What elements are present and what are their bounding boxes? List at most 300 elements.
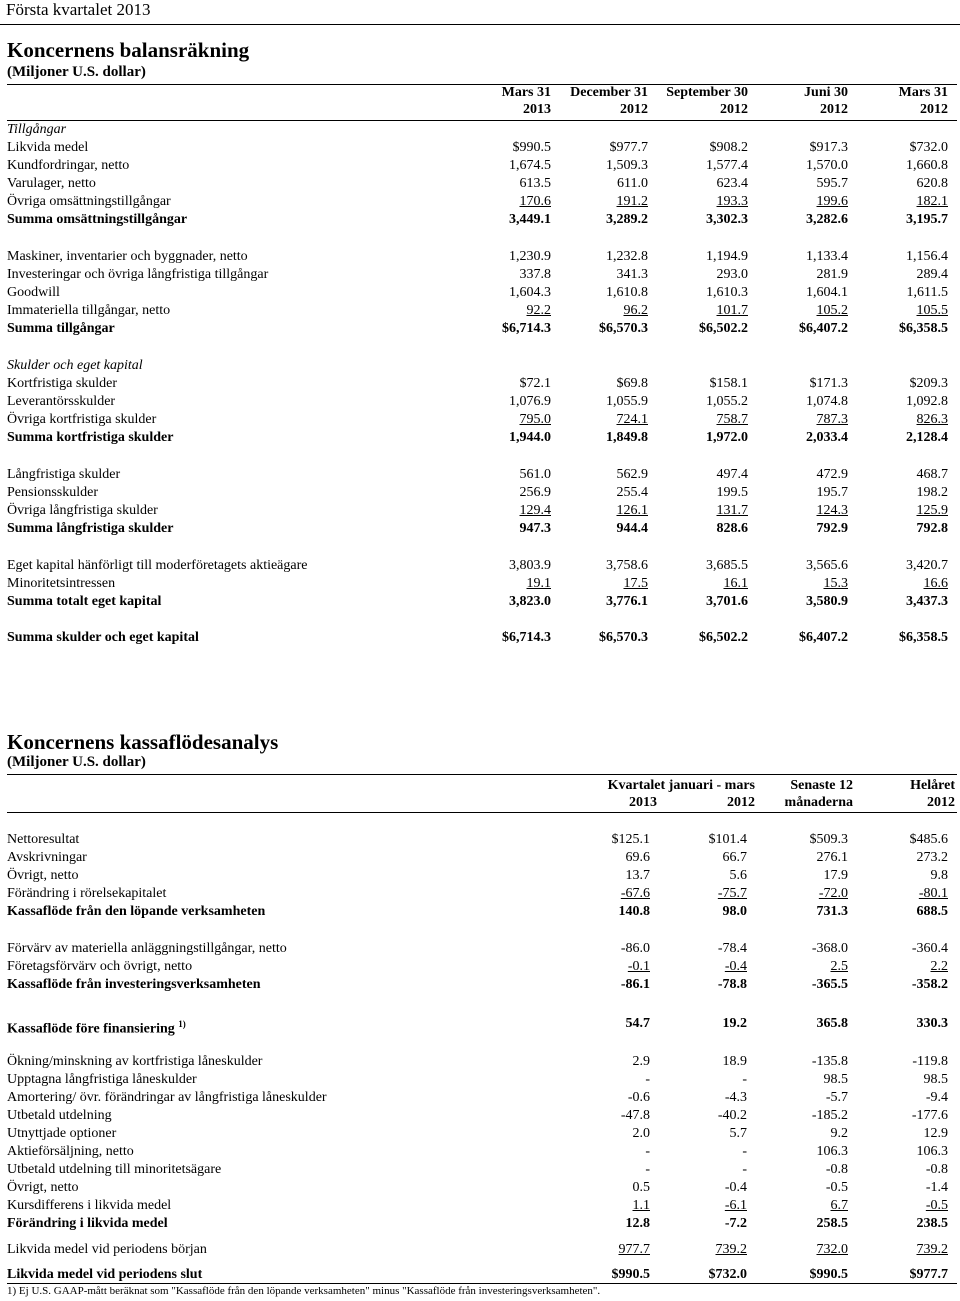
balance-row-label: Övriga omsättningstillgångar	[7, 194, 171, 209]
balance-cell: 3,437.3	[906, 594, 948, 609]
balance-cell: 131.7	[716, 503, 748, 518]
balance-cell: $158.1	[709, 376, 748, 391]
cashflow-cell: 66.7	[722, 850, 747, 865]
balance-row-label: Investeringar och övriga långfristiga tillgångar	[7, 267, 269, 282]
cashflow-row-label: Likvida medel vid periodens början	[7, 1242, 207, 1257]
balance-cell: 92.2	[526, 303, 551, 318]
balance-row	[7, 429, 957, 447]
cashflow-row-label: Aktieförsäljning, netto	[7, 1144, 134, 1159]
cashflow-row	[7, 1266, 957, 1284]
balance-column-header	[666, 84, 748, 118]
cashflow-row-label: Upptagna långfristiga låneskulder	[7, 1072, 197, 1087]
balance-title: Koncernens balansräkning	[7, 38, 250, 62]
cashflow-cell: -9.4	[925, 1090, 948, 1105]
balance-cell: 944.4	[616, 521, 648, 536]
balance-cell: 792.8	[916, 521, 948, 536]
balance-cell: 256.9	[519, 485, 551, 500]
cashflow-cell: 106.3	[916, 1144, 948, 1159]
cashflow-column-year: 2013	[629, 795, 657, 810]
column-year: 2013	[523, 102, 551, 117]
page-header: Första kvartalet 2013	[6, 0, 151, 19]
balance-cell: 1,604.3	[509, 285, 551, 300]
cashflow-cell: -40.2	[717, 1108, 747, 1123]
cashflow-cell: 13.7	[625, 868, 650, 883]
balance-row-label: Övriga långfristiga skulder	[7, 503, 158, 518]
column-month: Juni 30	[804, 85, 848, 100]
balance-row-label: Likvida medel	[7, 140, 89, 155]
balance-row	[7, 557, 957, 575]
cashflow-row	[7, 1053, 957, 1071]
balance-cell: 96.2	[623, 303, 648, 318]
cashflow-cell: -78.8	[717, 977, 747, 992]
balance-cell: 2,033.4	[806, 430, 848, 445]
balance-cell: 1,074.8	[806, 394, 848, 409]
column-month: December 31	[570, 85, 648, 100]
cashflow-cell: 6.7	[830, 1198, 848, 1213]
cashflow-cell: 732.0	[816, 1242, 848, 1257]
cashflow-subtitle: (Miljoner U.S. dollar)	[7, 754, 146, 770]
cashflow-cell: 9.2	[830, 1126, 848, 1141]
cashflow-cell: -7.2	[724, 1216, 747, 1231]
balance-cell: 199.5	[716, 485, 748, 500]
cashflow-cell: 0.5	[632, 1180, 650, 1195]
cashflow-cell: 5.6	[729, 868, 747, 883]
balance-cell: 1,194.9	[706, 249, 748, 264]
balance-cell: 468.7	[916, 467, 948, 482]
cashflow-cell: $990.5	[611, 1267, 650, 1282]
cashflow-cell: -0.5	[825, 1180, 848, 1195]
cashflow-cell: -135.8	[811, 1054, 848, 1069]
balance-cell: $6,407.2	[799, 630, 848, 645]
cashflow-row	[7, 1179, 957, 1197]
cashflow-cell: 54.7	[625, 1016, 650, 1031]
balance-cell: $6,502.2	[699, 321, 748, 336]
balance-row	[7, 266, 957, 284]
balance-cell: $732.0	[909, 140, 948, 155]
balance-cell: $917.3	[809, 140, 848, 155]
balance-cell: 828.6	[716, 521, 748, 536]
balance-row	[7, 502, 957, 520]
balance-cell: 105.2	[816, 303, 848, 318]
balance-cell: 16.1	[723, 576, 748, 591]
balance-cell: 1,509.3	[606, 158, 648, 173]
cashflow-cell: -4.3	[724, 1090, 747, 1105]
cashflow-cell: $509.3	[809, 832, 848, 847]
cashflow-cell: -358.2	[911, 977, 948, 992]
balance-cell: $171.3	[809, 376, 848, 391]
balance-cell: 15.3	[823, 576, 848, 591]
column-year: 2012	[920, 102, 948, 117]
balance-cell: 1,604.1	[806, 285, 848, 300]
header-divider	[0, 24, 960, 25]
balance-cell: 561.0	[519, 467, 551, 482]
cashflow-row	[7, 903, 957, 921]
balance-cell: 170.6	[519, 194, 551, 209]
cashflow-cell: -	[645, 1072, 650, 1087]
balance-row	[7, 139, 957, 157]
cashflow-row-label: Utnyttjade optioner	[7, 1126, 117, 1141]
balance-row-label: Övriga kortfristiga skulder	[7, 412, 157, 427]
cashflow-cell: -86.0	[620, 941, 650, 956]
cashflow-row	[7, 1071, 957, 1089]
balance-cell: 472.9	[816, 467, 848, 482]
balance-cell: 1,055.9	[606, 394, 648, 409]
cashflow-cell: 19.2	[722, 1016, 747, 1031]
cashflow-cell: 2.5	[830, 959, 848, 974]
balance-row	[7, 484, 957, 502]
cashflow-row-label: Övrigt, netto	[7, 1180, 79, 1195]
cashflow-cell: -80.1	[918, 886, 948, 901]
cashflow-cell: 9.8	[930, 868, 948, 883]
balance-cell: 3,289.2	[606, 212, 648, 227]
balance-row-label: Summa långfristiga skulder	[7, 521, 174, 536]
balance-row	[7, 466, 957, 484]
cashflow-cell: -119.8	[912, 1054, 948, 1069]
cashflow-cell: 18.9	[722, 1054, 747, 1069]
balance-row	[7, 375, 957, 393]
balance-row	[7, 411, 957, 429]
cashflow-cell: 98.5	[823, 1072, 848, 1087]
cashflow-cell: $977.7	[909, 1267, 948, 1282]
balance-cell: 193.3	[716, 194, 748, 209]
balance-cell: 289.4	[916, 267, 948, 282]
balance-cell: 497.4	[716, 467, 748, 482]
balance-row-label: Kortfristiga skulder	[7, 376, 118, 391]
cashflow-row-label: Förändring i rörelsekapitalet	[7, 886, 167, 901]
balance-cell: 255.4	[616, 485, 648, 500]
balance-cell: $6,714.3	[502, 321, 551, 336]
cashflow-cell: 17.9	[823, 868, 848, 883]
balance-row	[7, 593, 957, 611]
balance-cell: $6,570.3	[599, 630, 648, 645]
balance-row-label: Kundfordringar, netto	[7, 158, 130, 173]
cashflow-cell: -86.1	[620, 977, 650, 992]
cashflow-row-label: Kassaflöde från den löpande verksamheten	[7, 904, 266, 919]
cashflow-group-header: Kvartalet januari - mars	[607, 778, 755, 793]
cashflow-cell: 140.8	[618, 904, 650, 919]
cashflow-row-label: Ökning/minskning av kortfristiga låneskulder	[7, 1054, 263, 1069]
cashflow-cell: -78.4	[717, 941, 747, 956]
column-year: 2012	[720, 102, 748, 117]
balance-cell: $72.1	[519, 376, 551, 391]
cashflow-cell: 12.9	[923, 1126, 948, 1141]
balance-cell: 3,823.0	[509, 594, 551, 609]
cashflow-row-label: Företagsförvärv och övrigt, netto	[7, 959, 193, 974]
balance-cell: 787.3	[816, 412, 848, 427]
cashflow-row-label: Förändring i likvida medel	[7, 1216, 168, 1231]
cashflow-cell: 330.3	[916, 1016, 948, 1031]
cashflow-row-label: Utbetald utdelning	[7, 1108, 112, 1123]
balance-row	[7, 157, 957, 175]
cashflow-last12-header: Senaste 12	[790, 778, 853, 793]
balance-column-header	[804, 84, 848, 118]
balance-cell: $977.7	[609, 140, 648, 155]
cashflow-column-year: 2012	[727, 795, 755, 810]
cashflow-cell: 238.5	[916, 1216, 948, 1231]
balance-cell: 758.7	[716, 412, 748, 427]
balance-column-header	[502, 84, 551, 118]
cashflow-cell: $101.4	[708, 832, 747, 847]
balance-row	[7, 520, 957, 538]
balance-cell: 341.3	[616, 267, 648, 282]
balance-cell: 1,972.0	[706, 430, 748, 445]
balance-cell: 3,565.6	[806, 558, 848, 573]
balance-cell: 16.6	[923, 576, 948, 591]
balance-subtitle: (Miljoner U.S. dollar)	[7, 64, 146, 80]
balance-cell: 124.3	[816, 503, 848, 518]
cashflow-row-label: Förvärv av materiella anläggningstillgångar, netto	[7, 941, 287, 956]
cashflow-cell: -0.5	[925, 1198, 948, 1213]
cashflow-cell: 365.8	[816, 1016, 848, 1031]
cashflow-row-label: Kassaflöde från investeringsverksamheten	[7, 977, 261, 992]
cashflow-cell: 739.2	[715, 1242, 747, 1257]
balance-row-label: Minoritetsintressen	[7, 576, 116, 591]
balance-row	[7, 629, 957, 647]
cashflow-row	[7, 1107, 957, 1125]
cashflow-column-year: 2012	[927, 795, 955, 810]
balance-cell: $209.3	[909, 376, 948, 391]
balance-cell: 3,685.5	[706, 558, 748, 573]
balance-cell: 795.0	[519, 412, 551, 427]
balance-cell: 191.2	[616, 194, 648, 209]
cashflow-row	[7, 976, 957, 994]
balance-cell: 3,803.9	[509, 558, 551, 573]
balance-cell: 337.8	[519, 267, 551, 282]
balance-cell: 1,610.3	[706, 285, 748, 300]
balance-cell: $990.5	[512, 140, 551, 155]
footnote-rule	[7, 1283, 957, 1284]
balance-cell: 129.4	[519, 503, 551, 518]
cashflow-cell: 5.7	[729, 1126, 747, 1141]
cashflow-cell: -75.7	[717, 886, 747, 901]
balance-cell: 281.9	[816, 267, 848, 282]
balance-cell: 1,674.5	[509, 158, 551, 173]
cashflow-cell: 98.0	[722, 904, 747, 919]
balance-cell: 1,133.4	[806, 249, 848, 264]
cashflow-cell: 258.5	[816, 1216, 848, 1231]
cashflow-cell: 98.5	[923, 1072, 948, 1087]
balance-column-header	[570, 84, 648, 118]
cashflow-cell: 2.9	[632, 1054, 650, 1069]
cashflow-row	[7, 1089, 957, 1107]
cashflow-cell: 12.8	[625, 1216, 650, 1231]
balance-cell: 826.3	[916, 412, 948, 427]
cashflow-cell: $990.5	[809, 1267, 848, 1282]
cashflow-cell: $732.0	[708, 1267, 747, 1282]
cashflow-row	[7, 1161, 957, 1179]
balance-row	[7, 302, 957, 320]
cashflow-column-year: månaderna	[784, 795, 853, 810]
cashflow-row-label: Avskrivningar	[7, 850, 87, 865]
balance-row	[7, 284, 957, 302]
cashflow-cell: -5.7	[825, 1090, 848, 1105]
balance-cell: 1,610.8	[606, 285, 648, 300]
balance-row	[7, 193, 957, 211]
balance-cell: 1,156.4	[906, 249, 948, 264]
cashflow-cell: 106.3	[816, 1144, 848, 1159]
balance-cell: 595.7	[816, 176, 848, 191]
balance-row-label: Immateriella tillgångar, netto	[7, 303, 171, 318]
cashflow-row	[7, 1125, 957, 1143]
cashflow-cell: 739.2	[916, 1242, 948, 1257]
balance-cell: 19.1	[526, 576, 551, 591]
cashflow-header-rule	[7, 812, 957, 813]
balance-row-label: Varulager, netto	[7, 176, 96, 191]
cashflow-row	[7, 831, 957, 849]
cashflow-row-label: Övrigt, netto	[7, 868, 79, 883]
cashflow-cell: -360.4	[911, 941, 948, 956]
balance-cell: 3,758.6	[606, 558, 648, 573]
cashflow-cell: -	[742, 1072, 747, 1087]
cashflow-cell: -0.8	[825, 1162, 848, 1177]
balance-cell: 1,092.8	[906, 394, 948, 409]
balance-cell: $69.8	[616, 376, 648, 391]
cashflow-title: Koncernens kassaflödesanalys	[7, 730, 279, 754]
balance-cell: $6,570.3	[599, 321, 648, 336]
balance-cell: 1,849.8	[606, 430, 648, 445]
cashflow-top-rule	[7, 774, 957, 775]
balance-cell: 1,611.5	[906, 285, 948, 300]
balance-cell: 125.9	[916, 503, 948, 518]
column-year: 2012	[620, 102, 648, 117]
cashflow-row-label: Nettoresultat	[7, 832, 80, 847]
balance-cell: $6,502.2	[699, 630, 748, 645]
balance-cell: 623.4	[716, 176, 748, 191]
cashflow-cell: -365.5	[811, 977, 848, 992]
cashflow-row	[7, 1143, 957, 1161]
cashflow-cell: -0.4	[724, 1180, 747, 1195]
balance-cell: 1,660.8	[906, 158, 948, 173]
balance-row	[7, 320, 957, 338]
cashflow-row	[7, 940, 957, 958]
cashflow-row	[7, 885, 957, 903]
cashflow-cell: 731.3	[816, 904, 848, 919]
balance-cell: 562.9	[616, 467, 648, 482]
balance-cell: 1,230.9	[509, 249, 551, 264]
cashflow-row-label: Kursdifferens i likvida medel	[7, 1198, 172, 1213]
balance-cell: 2,128.4	[906, 430, 948, 445]
balance-cell: 620.8	[916, 176, 948, 191]
cashflow-cell: $125.1	[611, 832, 650, 847]
balance-cell: 792.9	[816, 521, 848, 536]
cashflow-cell: 688.5	[916, 904, 948, 919]
balance-row-label: Eget kapital hänförligt till moderföretagets aktieägare	[7, 558, 308, 573]
balance-row-label: Goodwill	[7, 285, 60, 300]
cashflow-cell: $485.6	[909, 832, 948, 847]
cashflow-cell: -185.2	[811, 1108, 848, 1123]
balance-cell: 1,577.4	[706, 158, 748, 173]
balance-cell: 3,701.6	[706, 594, 748, 609]
cashflow-row	[7, 1241, 957, 1259]
cashflow-cell: -6.1	[724, 1198, 747, 1213]
cashflow-row	[7, 867, 957, 885]
balance-cell: 947.3	[519, 521, 551, 536]
assets-section-label: Tillgångar	[7, 122, 67, 137]
balance-cell: 3,580.9	[806, 594, 848, 609]
balance-cell: $6,407.2	[799, 321, 848, 336]
balance-cell: 3,302.3	[706, 212, 748, 227]
balance-cell: 198.2	[916, 485, 948, 500]
balance-cell: 105.5	[916, 303, 948, 318]
balance-cell: $6,358.5	[899, 630, 948, 645]
balance-cell: 724.1	[616, 412, 648, 427]
balance-cell: 3,282.6	[806, 212, 848, 227]
balance-row-label: Summa totalt eget kapital	[7, 594, 162, 609]
balance-row	[7, 393, 957, 411]
balance-cell: $6,358.5	[899, 321, 948, 336]
balance-cell: 199.6	[816, 194, 848, 209]
cashflow-cell: -	[645, 1144, 650, 1159]
cashflow-row	[7, 1197, 957, 1215]
balance-row-label: Summa skulder och eget kapital	[7, 630, 199, 645]
cashflow-cell: -177.6	[911, 1108, 948, 1123]
balance-row	[7, 175, 957, 193]
balance-cell: 1,055.2	[706, 394, 748, 409]
balance-row-label: Summa kortfristiga skulder	[7, 430, 174, 445]
cashflow-row	[7, 1215, 957, 1233]
column-month: September 30	[666, 85, 748, 100]
balance-cell: 3,449.1	[509, 212, 551, 227]
cashflow-cell: -72.0	[818, 886, 848, 901]
balance-row-label: Leverantörsskulder	[7, 394, 116, 409]
footnote: 1) Ej U.S. GAAP-mått beräknat som "Kassaflöde från den löpande verksamheten" minus "Kassaflöde från investeringsverksamheten".	[7, 1285, 601, 1297]
cashflow-row-label: Amortering/ övr. förändringar av långfristiga låneskulder	[7, 1090, 327, 1105]
cashflow-cell: -67.6	[620, 886, 650, 901]
cashflow-cell: 2.0	[632, 1126, 650, 1141]
cashflow-cell: -0.1	[627, 959, 650, 974]
balance-cell: 1,076.9	[509, 394, 551, 409]
balance-column-header	[899, 84, 948, 118]
balance-cell: 293.0	[716, 267, 748, 282]
liabilities-section-label: Skulder och eget kapital	[7, 358, 143, 373]
cashflow-full-header: Helåret	[910, 778, 955, 793]
balance-cell: $908.2	[709, 140, 748, 155]
cashflow-row	[7, 1015, 957, 1037]
balance-cell: 17.5	[623, 576, 648, 591]
cashflow-cell: -0.8	[925, 1162, 948, 1177]
balance-cell: $6,714.3	[502, 630, 551, 645]
cashflow-cell: -0.6	[627, 1090, 650, 1105]
balance-row	[7, 575, 957, 593]
balance-cell: 195.7	[816, 485, 848, 500]
balance-cell: 3,195.7	[906, 212, 948, 227]
cashflow-cell: 273.2	[916, 850, 948, 865]
column-month: Mars 31	[898, 85, 948, 100]
balance-row-label: Maskiner, inventarier och byggnader, netto	[7, 249, 248, 264]
column-year: 2012	[820, 102, 848, 117]
cashflow-row	[7, 958, 957, 976]
cashflow-cell: 977.7	[618, 1242, 650, 1257]
balance-row-label: Långfristiga skulder	[7, 467, 121, 482]
balance-row-label: Pensionsskulder	[7, 485, 98, 500]
balance-row	[7, 248, 957, 266]
cashflow-row-label: Utbetald utdelning till minoritetsägare	[7, 1162, 222, 1177]
balance-cell: 611.0	[617, 176, 648, 191]
cashflow-cell: 2.2	[930, 959, 948, 974]
balance-cell: 126.1	[616, 503, 648, 518]
cashflow-cell: -368.0	[811, 941, 848, 956]
balance-cell: 613.5	[519, 176, 551, 191]
cashflow-row-label: Kassaflöde före finansiering $^{1)}$	[7, 1019, 186, 1037]
cashflow-cell: 69.6	[625, 850, 650, 865]
balance-cell: 1,232.8	[606, 249, 648, 264]
cashflow-cell: -0.4	[724, 959, 747, 974]
cashflow-cell: 1.1	[632, 1198, 650, 1213]
balance-cell: 101.7	[716, 303, 748, 318]
balance-cell: 3,420.7	[906, 558, 948, 573]
balance-cell: 1,944.0	[509, 430, 551, 445]
cashflow-cell: -	[742, 1144, 747, 1159]
